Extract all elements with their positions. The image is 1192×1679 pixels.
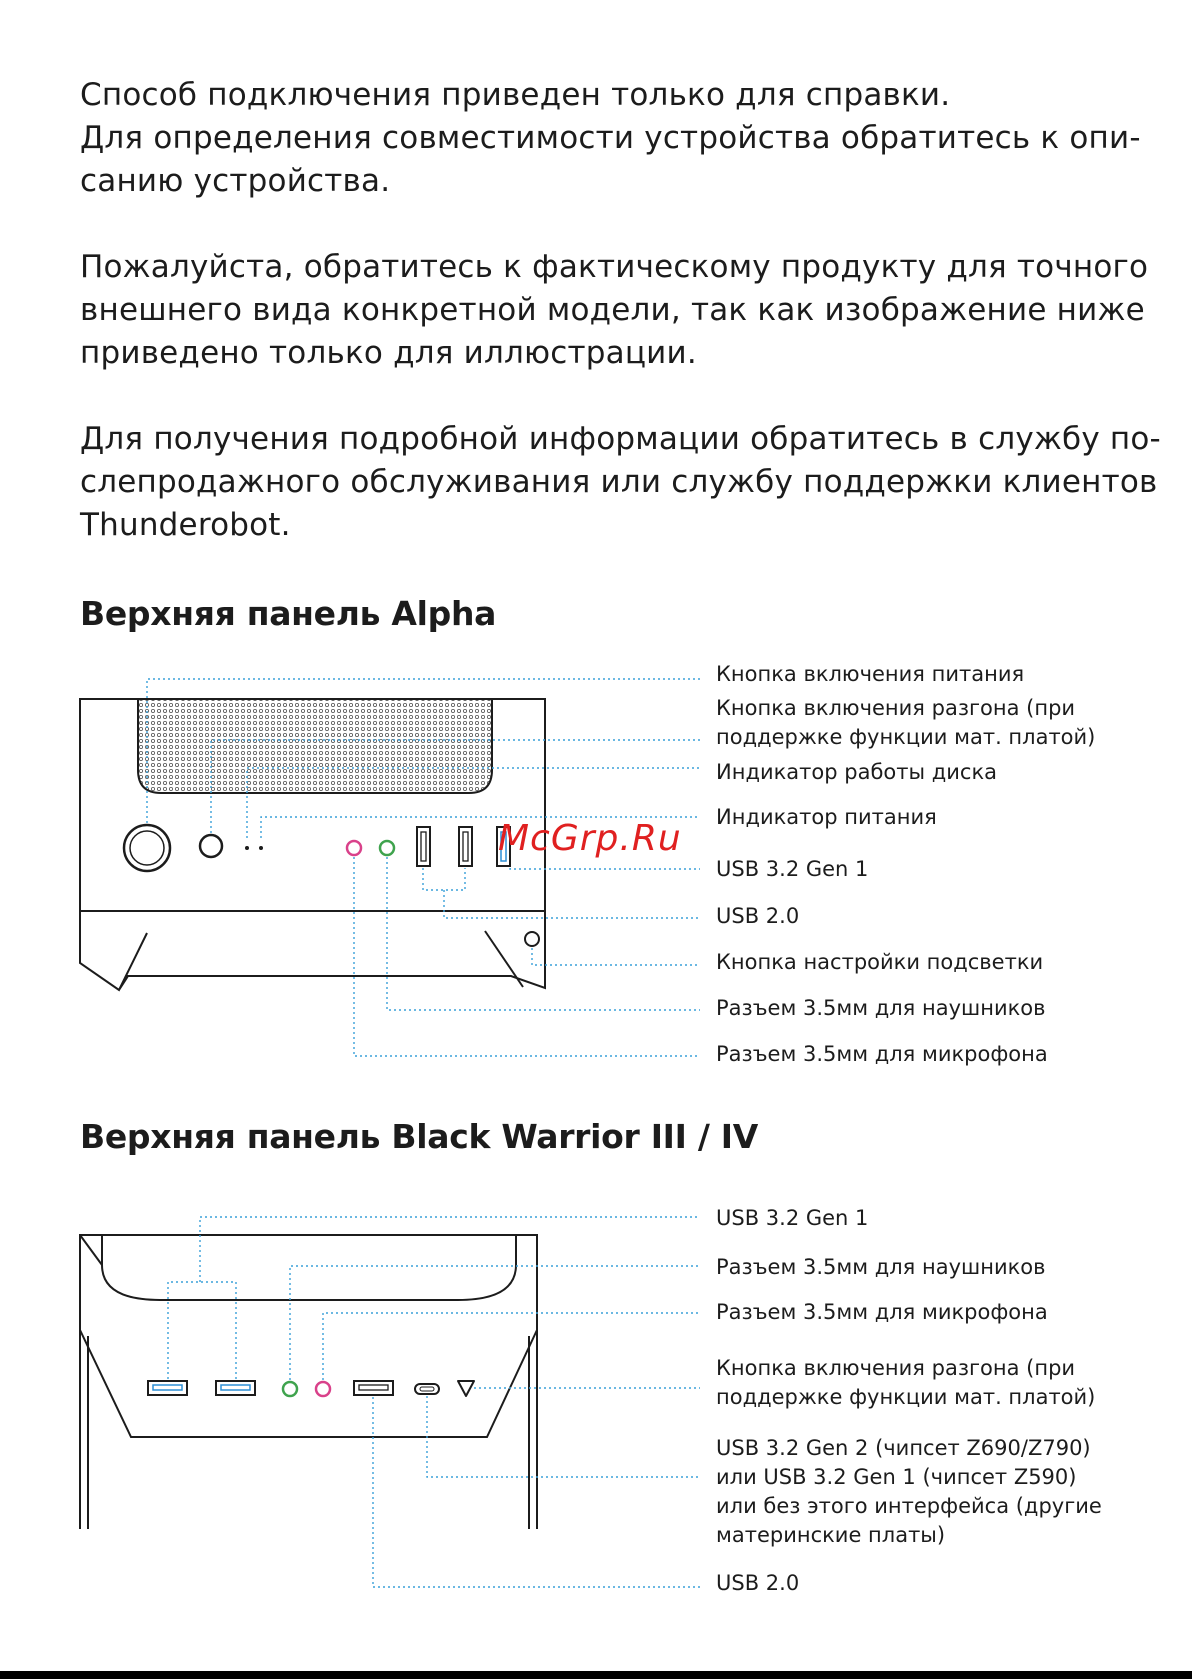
- warrior-usbc-port: [415, 1384, 439, 1394]
- warrior-label-oc-button: Кнопка включения разгона (при поддержке функции мат. платой): [716, 1356, 1096, 1409]
- alpha-label-power-led: Индикатор питания: [716, 805, 937, 829]
- alpha-label-mic: Разъем 3.5мм для микрофона: [716, 1042, 1048, 1066]
- warrior-usb3-port-2: [216, 1381, 255, 1395]
- warrior-mic-jack-icon: [316, 1382, 330, 1396]
- warrior-oc-button-icon[interactable]: [458, 1381, 474, 1396]
- alpha-label-usb3: USB 3.2 Gen 1: [716, 857, 869, 881]
- intro-paragraph-3: Для получения подробной информации обратитесь в службу по- слепродажного обслуживания или службу поддержки клиентов Thunderobot.: [80, 421, 1161, 543]
- alpha-label-headphone: Разъем 3.5мм для наушников: [716, 996, 1046, 1020]
- alpha-label-oc-button: Кнопка включения разгона (при поддержке функции мат. платой): [716, 696, 1096, 749]
- alpha-label-light-button: Кнопка настройки подсветки: [716, 950, 1044, 974]
- watermark: McGrp.Ru: [498, 818, 682, 859]
- bottom-rule: [0, 1671, 1192, 1679]
- warrior-leader-lines: [168, 1217, 700, 1587]
- alpha-label-disk-led: Индикатор работы диска: [716, 760, 997, 784]
- warrior-usb3-port-1: [148, 1381, 187, 1395]
- warrior-usb2-port: [354, 1381, 393, 1395]
- intro-paragraph-2: Пожалуйста, обратитесь к фактическому продукту для точного внешнего вида конкретной модели, так как изображение ниже приведено только для иллюстрации.: [80, 249, 1149, 371]
- alpha-label-power-button: Кнопка включения питания: [716, 662, 1025, 686]
- warrior-headphone-jack-icon: [283, 1382, 297, 1396]
- warrior-label-mic: Разъем 3.5мм для микрофона: [716, 1300, 1048, 1324]
- alpha-section-title: Верхняя панель Alpha: [80, 594, 497, 633]
- intro-paragraph-1: Способ подключения приведен только для справки. Для определения совместимости устройства обратитесь к опи- санию устройства.: [80, 77, 1141, 199]
- warrior-label-usbc: USB 3.2 Gen 2 (чипсет Z690/Z790) или USB 3.2 Gen 1 (чипсет Z590) или без этого интерфейса (другие материнские платы): [716, 1436, 1102, 1547]
- alpha-label-usb2: USB 2.0: [716, 904, 800, 928]
- warrior-label-usb2: USB 2.0: [716, 1571, 800, 1595]
- warrior-label-usb3: USB 3.2 Gen 1: [716, 1206, 869, 1230]
- warrior-label-headphone: Разъем 3.5мм для наушников: [716, 1255, 1046, 1279]
- warrior-section-title: Верхняя панель Black Warrior III / IV: [80, 1117, 758, 1156]
